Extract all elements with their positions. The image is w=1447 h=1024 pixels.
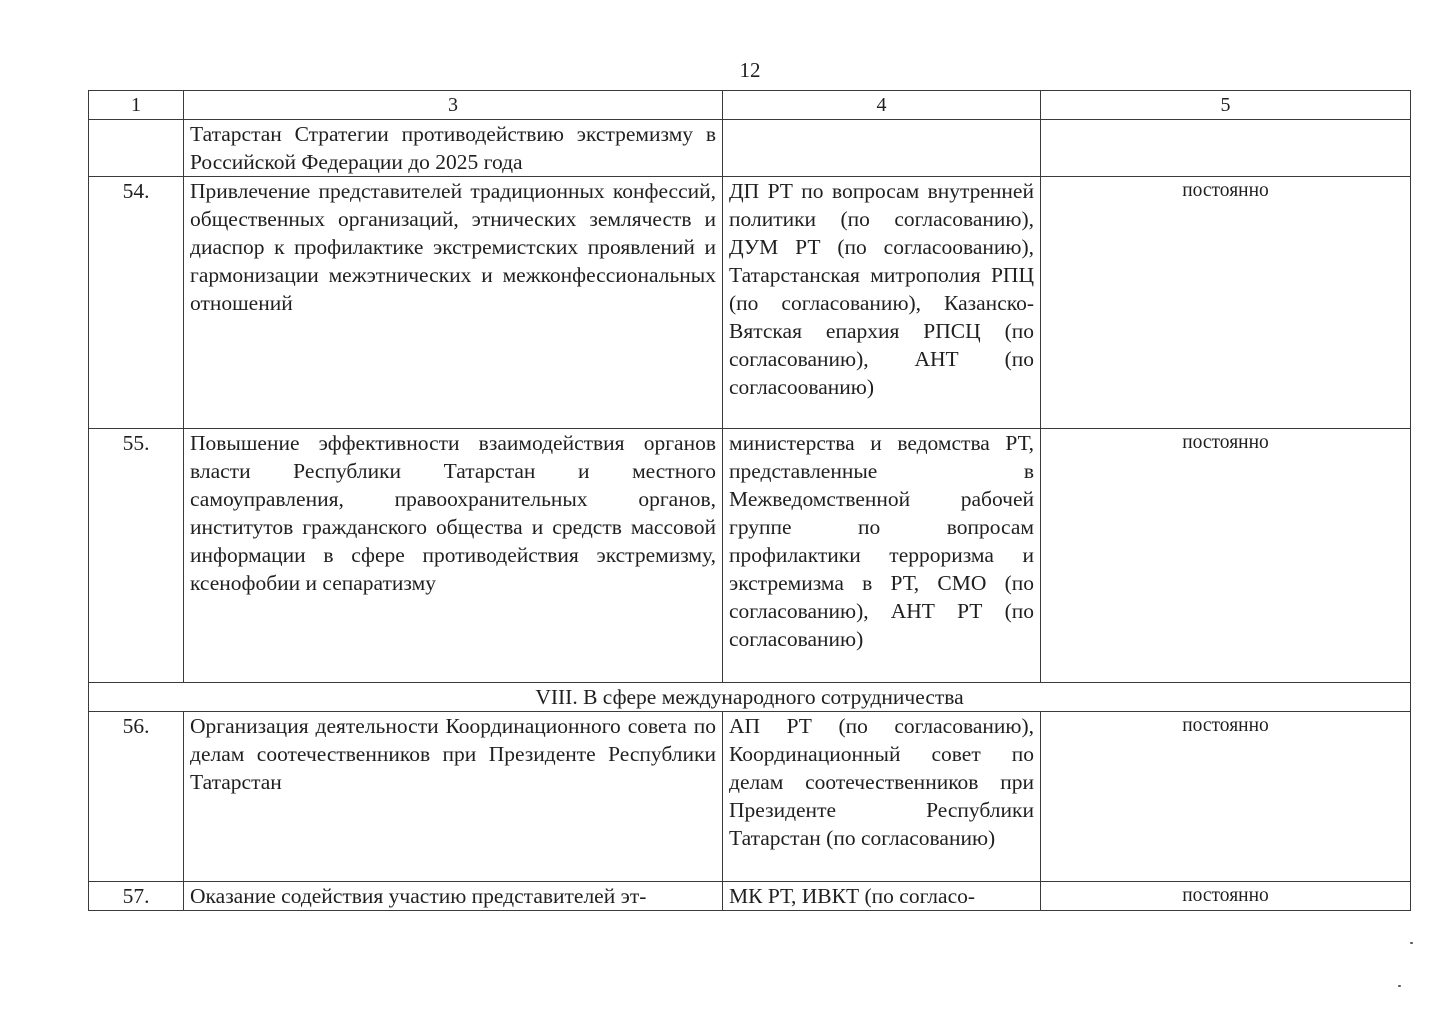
header-col-5: 5 [1041,91,1411,120]
table-row-54 [89,177,1411,429]
executor-text: АП РТ (по согласованию), Координационный совет по делам соотечественников при Президенте Республики Татарстан (по согласованию) [723,712,1041,882]
header-col-3: 3 [184,91,723,120]
page-number: 12 [739,58,761,82]
executor-text [723,120,1041,177]
term-text: постоянно [1041,177,1411,429]
term-text [1041,120,1411,177]
scan-speck [1410,942,1413,944]
table-row-continuation [89,120,1411,177]
table-row-57 [89,882,1411,911]
term-text: постоянно [1041,429,1411,683]
measure-text: Привлечение представителей традиционных конфессий, общественных организаций, этнических землячеств и диаспор к профилактике экстремистских проявлений и гармонизации межэтнических и межконфессиональных отношений [184,177,723,429]
row-number: 55. [89,429,184,683]
measure-text: Повышение эффективности взаимодействия органов власти Республики Татарстан и местного самоуправления, правоохранительных органов, институтов гражданского общества и средств массовой информации в сфере противодействия экстремизму, ксенофобии и сепаратизму [184,429,723,683]
row-number [89,120,184,177]
header-col-4: 4 [723,91,1041,120]
row-number: 57. [89,882,184,911]
table-row-55 [89,429,1411,683]
table-row-56 [89,712,1411,882]
row-number: 54. [89,177,184,429]
term-text: постоянно [1041,712,1411,882]
measure-text: Татарстан Стратегии противодействию экстремизму в Российской Федерации до 2025 года [184,120,723,177]
header-col-1: 1 [89,91,184,120]
header-row [89,91,1411,120]
section-row [89,683,1411,712]
executor-text: МК РТ, ИВКТ (по согласо- [723,882,1041,911]
term-text: постоянно [1041,882,1411,911]
scan-speck [1398,985,1401,987]
executor-text: ДП РТ по вопросам внутренней политики (по согласованию), ДУМ РТ (по согласоованию), Татарстанская митрополия РПЦ (по согласованию), Казанско-Вятская епархия РПСЦ (по согласованию), АНТ (по согласоованию) [723,177,1041,429]
measure-text: Организация деятельности Координационного совета по делам соотечественников при Президенте Республики Татарстан [184,712,723,882]
measures-table [88,90,1411,911]
section-title: VIII. В сфере международного сотрудничества [89,683,1411,712]
executor-text: министерства и ведомства РТ, представленные в Межведомственной рабочей группе по вопросам профилактики терроризма и экстремизма в РТ, СМО (по согласованию), АНТ РТ (по согласованию) [723,429,1041,683]
measure-text: Оказание содействия участию представителей эт- [184,882,723,911]
row-number: 56. [89,712,184,882]
